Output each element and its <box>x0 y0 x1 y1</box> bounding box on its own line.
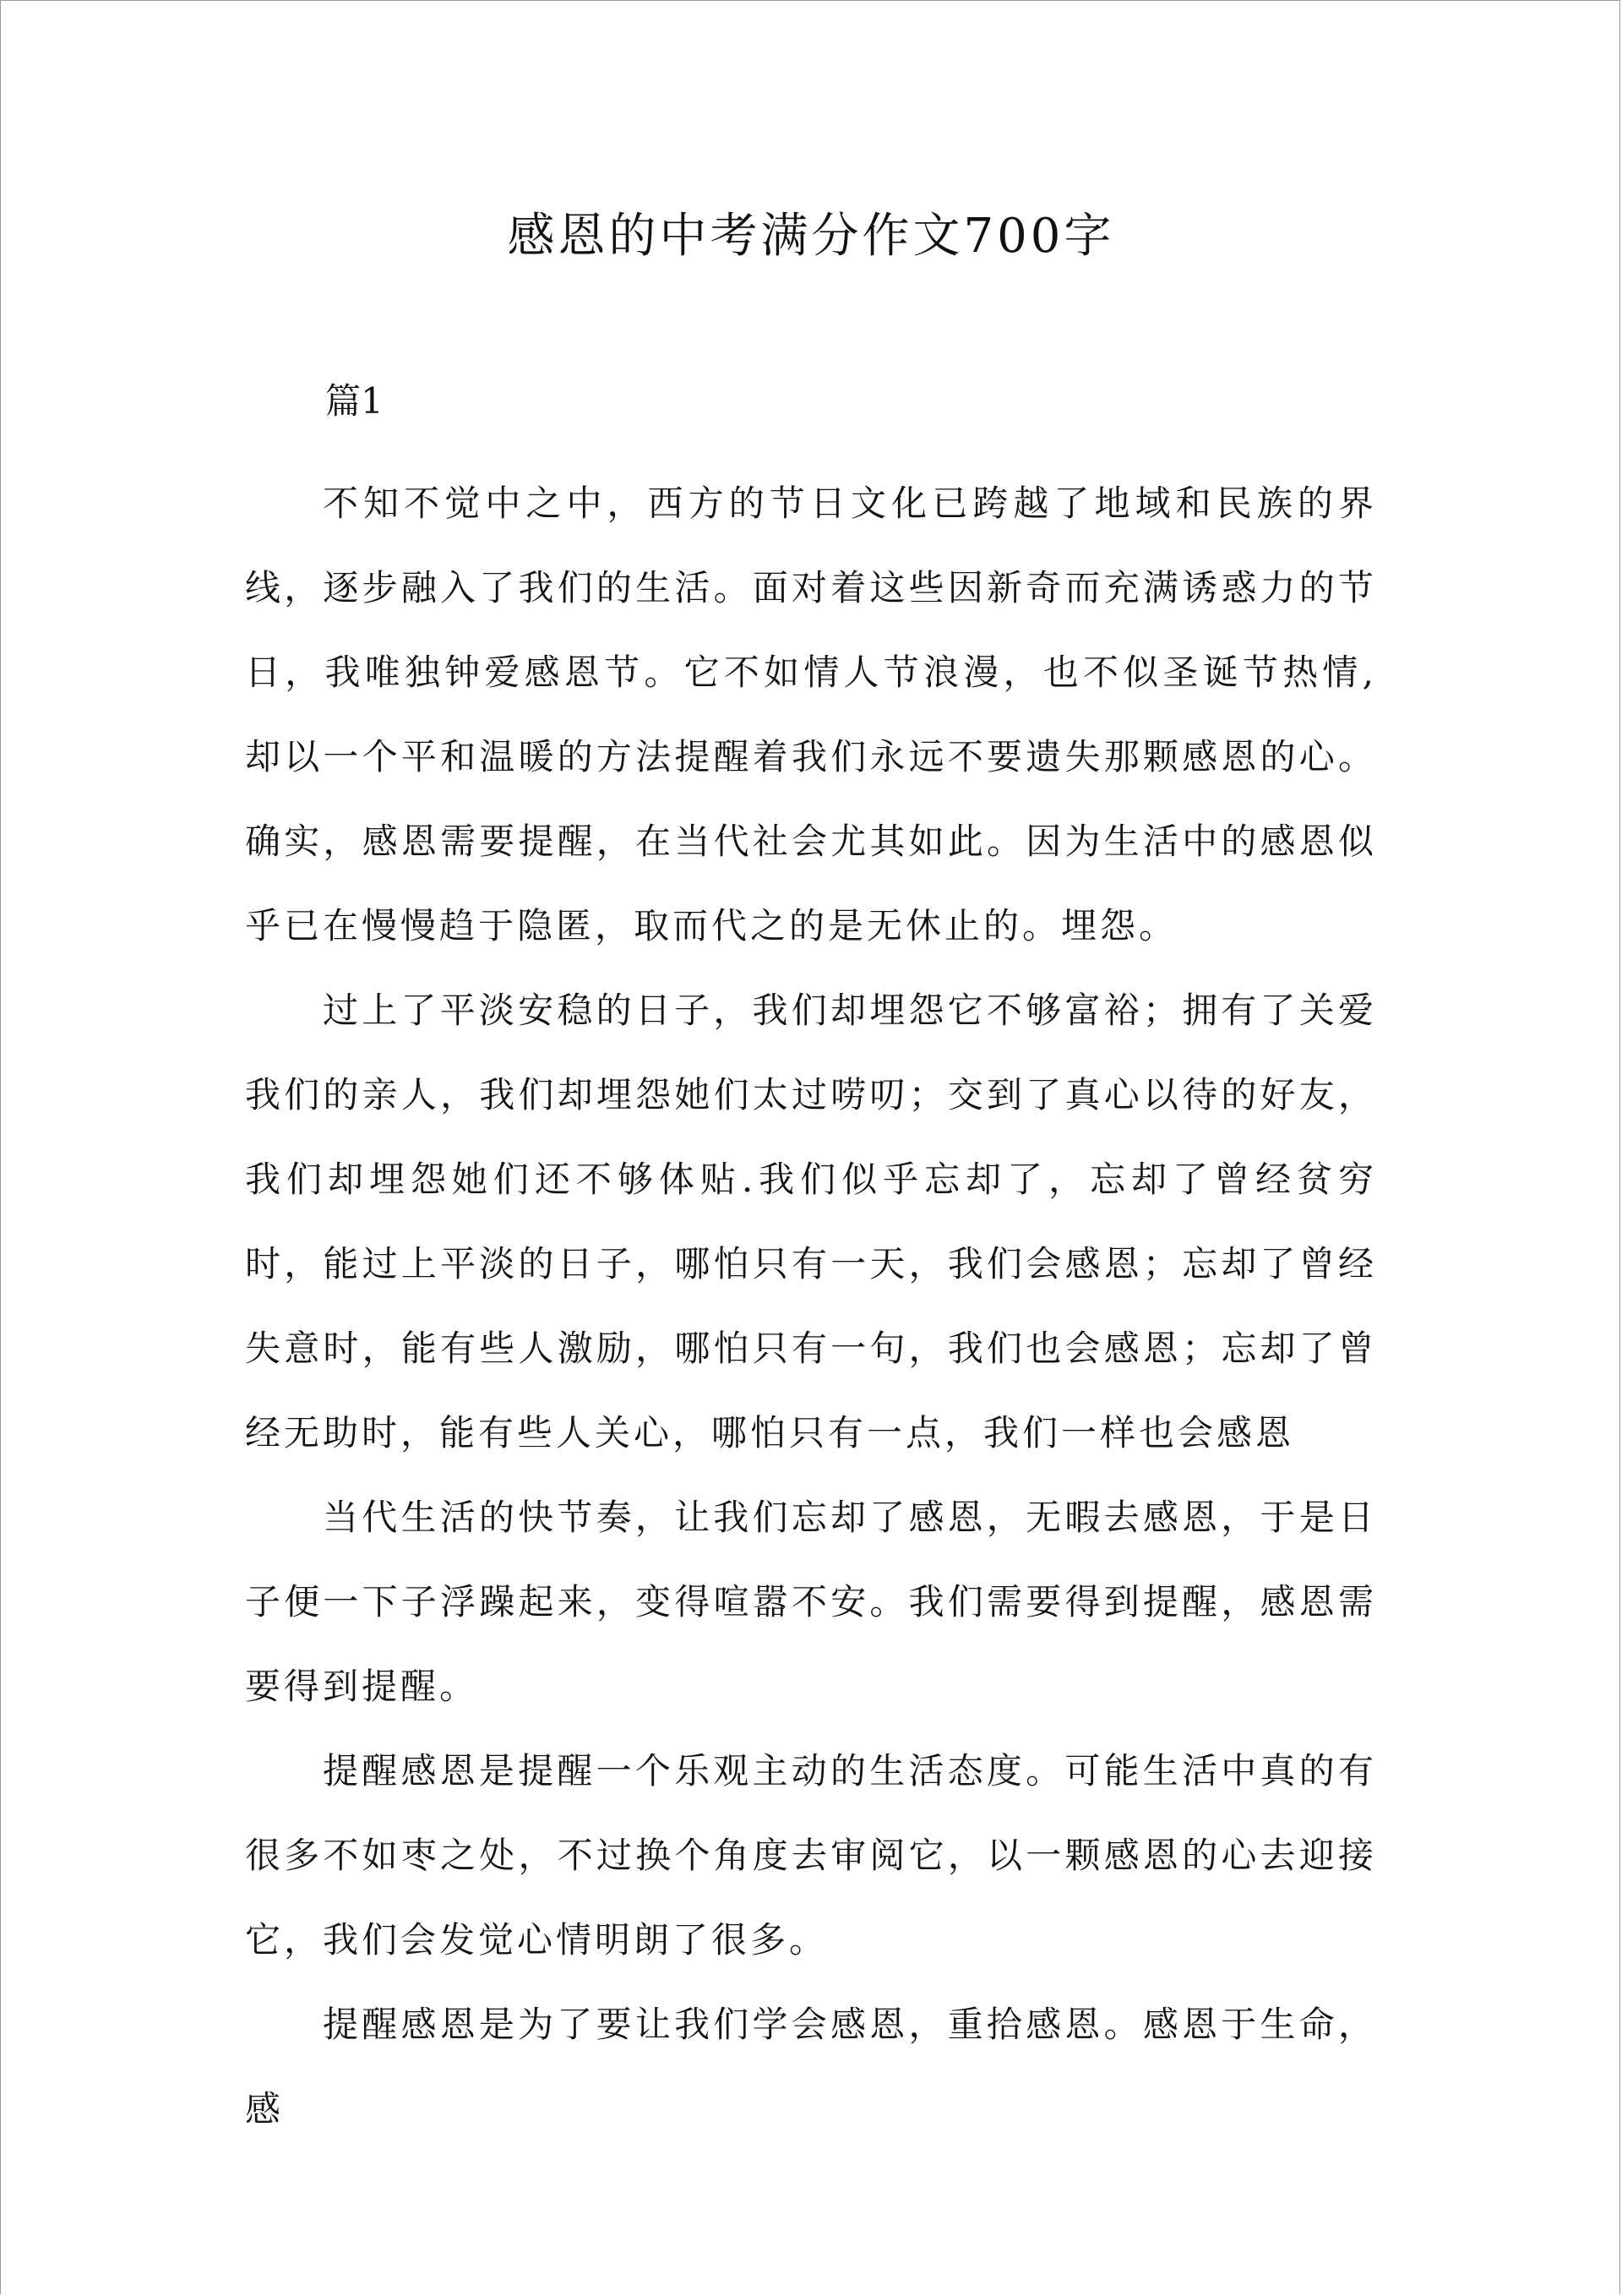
document-body <box>245 461 1377 2151</box>
paragraph: 提醒感恩是为了要让我们学会感恩，重拾感恩。感恩于生命，感 <box>245 2004 1377 2130</box>
paragraph: 不知不觉中之中，西方的节日文化已跨越了地域和民族的界线，逐步融入了我们的生活。面对着这些因新奇而充满诱惑力的节日，我唯独钟爱感恩节。它不如情人节浪漫，也不似圣诞节热情,却以一个平和温暖的方法提醒着我们永远不要遗失那颗感恩的心。确实，感恩需要提醒，在当代社会尤其如此。因为生活中的感恩似乎已在慢慢趋于隐匿，取而代之的是无休止的。埋怨。 <box>245 483 1377 946</box>
paragraph: 过上了平淡安稳的日子，我们却埋怨它不够富裕；拥有了关爱我们的亲人，我们却埋怨她们太过唠叨；交到了真心以待的好友，我们却埋怨她们还不够体贴.我们似乎忘却了，忘却了曾经贫穷时，能过上平淡的日子，哪怕只有一天，我们会感恩；忘却了曾经失意时，能有些人激励，哪怕只有一句，我们也会感恩；忘却了曾经无助时，能有些人关心，哪怕只有一点，我们一样也会感恩 <box>245 990 1377 1453</box>
section-heading: 篇1 <box>325 380 384 422</box>
paragraph: 提醒感恩是提醒一个乐观主动的生活态度。可能生活中真的有很多不如枣之处，不过换个角度去审阅它，以一颗感恩的心去迎接它，我们会发觉心情明朗了很多。 <box>245 1750 1377 1961</box>
paragraph: 当代生活的快节奏，让我们忘却了感恩，无暇去感恩，于是日子便一下子浮躁起来，变得喧嚣不安。我们需要得到提醒，感恩需要得到提醒。 <box>245 1497 1377 1707</box>
document-title: 感恩的中考满分作文700字 <box>507 209 1115 264</box>
